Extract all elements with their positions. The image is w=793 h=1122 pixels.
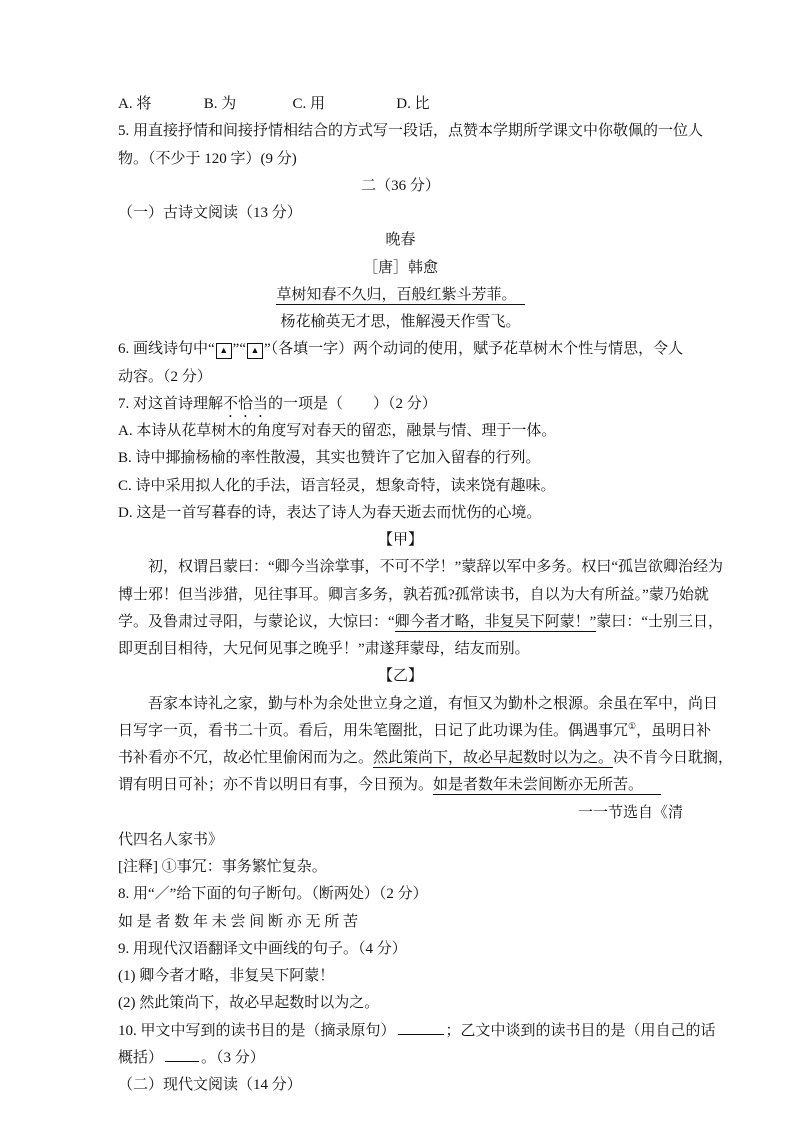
question-7-option-c: C. 诗中采用拟人化的手法，语言轻灵，想象奇特，读来饶有趣味。 [118,477,556,494]
option-d: D. 比 [396,96,430,112]
passage-jia-line-3 [118,609,724,636]
question-5-line-1: 5. 用直接抒情和间接抒情相结合的方式写一段话，点赞本学期所学课文中你敬佩的一位人 [118,123,704,140]
passage-yi-line-1: 吾家本诗礼之家，勤与朴为余处世立身之道，有恒又为勤朴之根源。余虽在军中，尚日 [148,695,719,712]
section-2-heading: 二（36 分） [361,177,440,194]
passage-yi-line-4-pre: 谓有明日可补；亦不肯以明日有事，今日预为。 [118,777,434,794]
question-7-option-a: A. 本诗从花草树木的角度写对春天的留恋，融景与情、理于一体。 [118,423,557,439]
option-c: C. 用 [292,96,326,112]
question-6-line-2: 动容。（2 分） [118,368,212,385]
option-b: B. 为 [203,96,237,112]
option-a: A. 将 [118,96,152,112]
question-10-text-pre: 10. 甲文中写到的读书目的是（摘录原句） [118,1022,396,1039]
part-1-heading: （一）古诗文阅读（13 分） [118,205,302,221]
question-10-line-1 [118,1018,716,1045]
passage-yi-line-4-underlined: 如是者数年未尝间断亦无所苦。 [433,777,661,795]
question-8-stem: 8. 用“／”给下面的句子断句。（断两处）（2 分） [118,886,428,903]
passage-jia-line-3-pre: 学。及鲁肃过寻阳，与蒙论议，大惊曰：“ [118,613,395,630]
question-6-line-1 [118,336,683,363]
question-7-stem [118,391,683,418]
question-10-line-2 [118,1045,683,1072]
passage-yi-line-3 [118,745,734,772]
passage-yi-line-2 [118,718,712,745]
footnote-line: [注释] ①事冗：事务繁忙复杂。 [118,859,327,875]
question-7-option-b: B. 诗中揶揄杨榆的率性散漫，其实也赞许了它加入留春的行列。 [118,450,541,467]
answer-blank [398,1019,444,1035]
part-2-heading: （二）现代文阅读（14 分） [118,1077,302,1093]
passage-source-line-2: 代四名人家书》 [118,831,224,848]
poem-line-1 [118,282,683,309]
answer-blank [165,1046,199,1062]
question-6-text-mid: ”“ [232,341,246,358]
question-6-text-pre: 6. 画线诗句中“ [118,341,215,358]
poem-line-2: 杨花榆英无才思，惟解漫天作雪飞。 [280,314,521,330]
fill-blank-triangle-icon: ▲ [216,343,232,359]
question-7-option-d: D. 这是一首写暮春的诗，表达了诗人为春天逝去而忧伤的心境。 [118,504,542,521]
question-7-text-post: 的一项是（ ）（2 分） [268,395,437,412]
poem-line-1-underlined: 草树知春不久归，百般红紫斗芳菲。 [276,287,524,305]
passage-yi-label: 【乙】 [377,668,423,685]
poem-title: 晚春 [385,232,416,249]
question-5-line-2: 物。（不少于 120 字）(9 分) [118,150,297,167]
passage-yi-line-3-underlined: 然此策尚下，故必早起数时以为之。 [373,750,614,766]
question-7-text-pre: 7. 对这首诗理解 [118,395,224,412]
passage-jia-line-3-post: 蒙曰：“士别三日， [596,613,724,630]
note-reference-mark: ① [628,720,637,731]
passage-jia-line-2: 博士邪！但当涉猎，见往事耳。卿言多务，孰若孤?孤常读书，自以为大有所益。”蒙乃始就 [118,586,709,603]
question-8-sentence: 如 是 者 数 年 未 尝 间 断 亦 无 所 苦 [118,913,359,930]
question-9-item-1: (1) 卿今者才略，非复吴下阿蒙！ [118,968,335,984]
question-9-stem: 9. 用现代汉语翻译文中画线的句子。（4 分） [118,940,407,957]
question-10-line-2-pre: 概括） [118,1049,164,1066]
passage-jia-line-1: 初，权谓吕蒙曰：“卿今当涂掌事，不可不学！”蒙辞以军中多务。权曰“孤岂欲卿治经为 [148,559,723,576]
question-9-item-2: (2) 然此策尚下，故必早起数时以为之。 [118,995,380,1012]
passage-jia-line-3-underlined: 卿今者才略，非复吴下阿蒙！” [394,613,597,630]
fill-blank-triangle-icon: ▲ [247,343,263,359]
question-7-emphasized-word: 不恰当 [223,395,269,412]
passage-yi-line-2-pre: 日写字一页，看书二十页。看后，用朱笔圈批，日记了此功课为佳。偶遇事冗 [118,722,629,739]
passage-yi-line-2-post: ，虽明日补 [636,722,712,739]
question-4-options-row [118,91,683,118]
passage-jia-label: 【甲】 [377,532,423,548]
question-10-line-2-post: 。（3 分） [201,1049,265,1066]
passage-yi-line-3-post: 决不肯今日耽搁， [613,750,734,766]
question-6-text-post: ”（各填一字）两个动词的使用，赋予花草树木个性与情思，令人 [264,341,684,358]
passage-source-line-1: 一一节选自《清 [577,804,683,821]
poem-author: ［唐］韩愈 [362,259,438,276]
passage-yi-line-4 [118,772,683,799]
question-10-text-mid: ；乙文中谈到的读书目的是（用自己的话 [445,1022,716,1039]
passage-yi-line-3-pre: 书补看亦不冗，故必忙里偷闲而为之。 [118,750,374,766]
passage-jia-line-4: 即更刮目相待，大兄何见事之晚乎！”肃遂拜蒙母，结友而别。 [118,641,530,657]
